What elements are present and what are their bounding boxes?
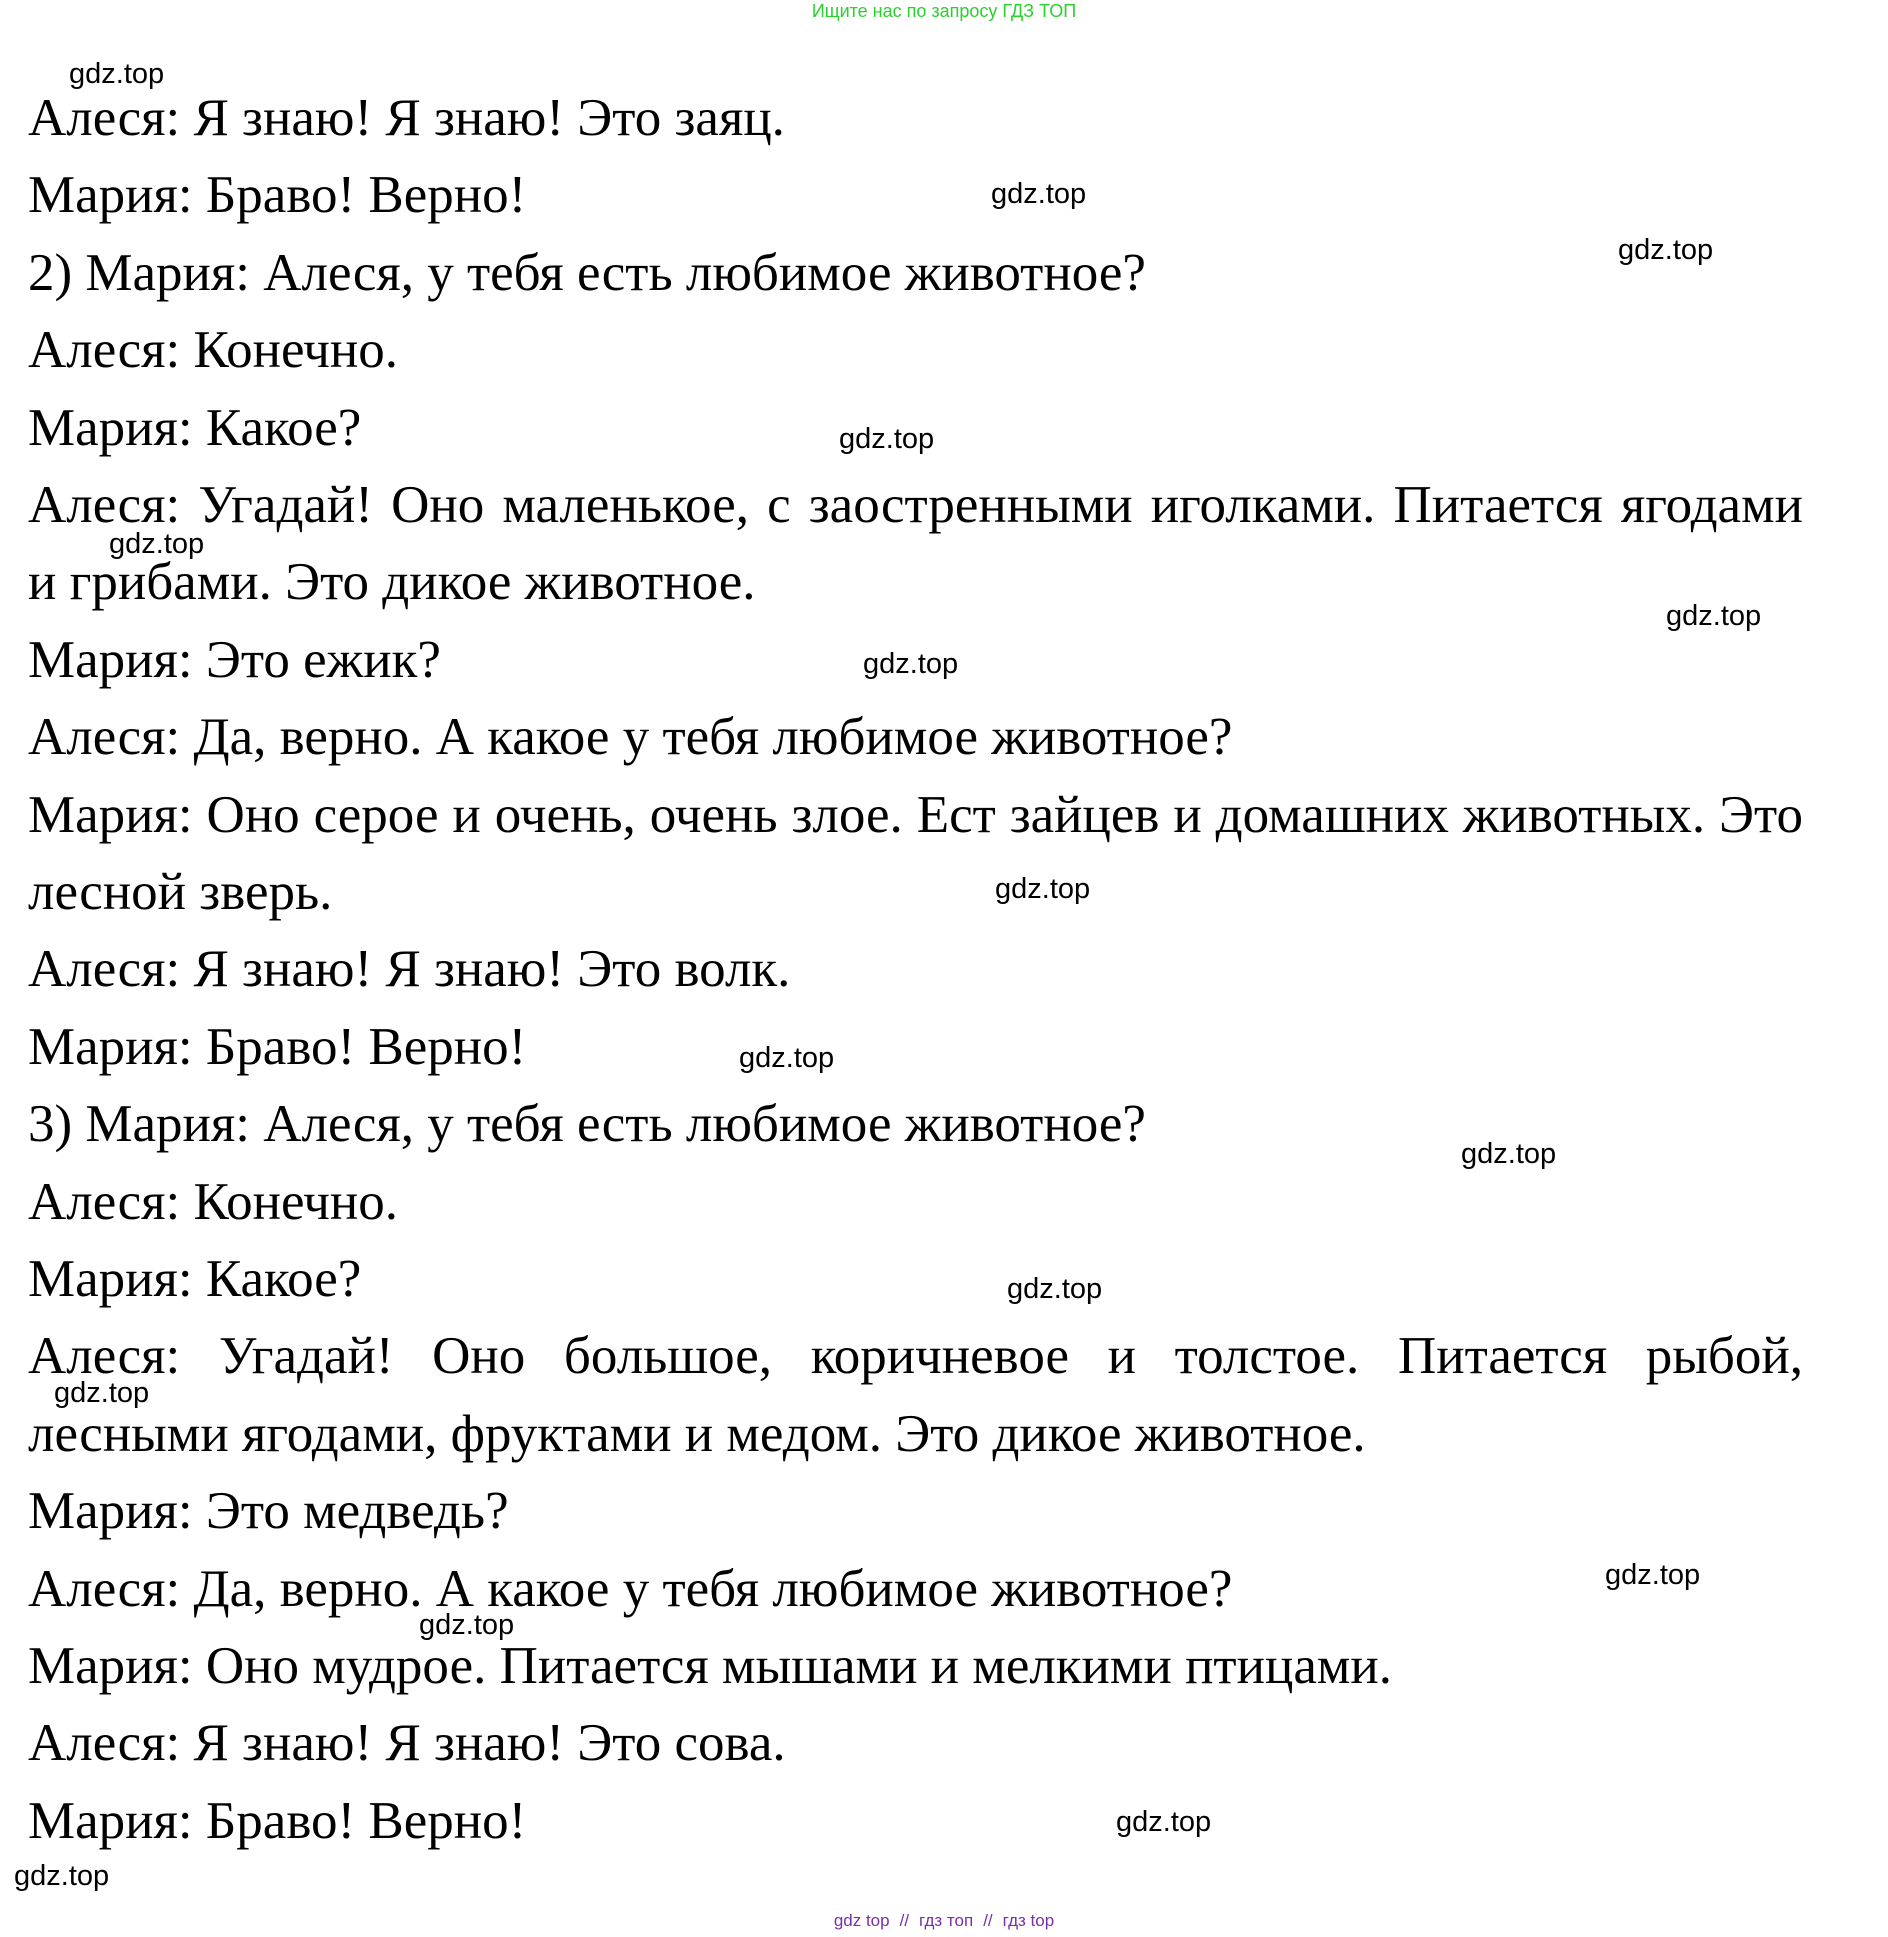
footer-text: гдз top bbox=[1002, 1911, 1055, 1930]
watermark: gdz.top bbox=[1666, 600, 1762, 632]
watermark: gdz.top bbox=[995, 873, 1091, 905]
watermark: gdz.top bbox=[1461, 1138, 1557, 1170]
dialogue-line: Алеся: Да, верно. А какое у тебя любимое животное? bbox=[28, 1559, 1233, 1618]
dialogue-text bbox=[28, 80, 1803, 1860]
dialogue-line: Мария: Браво! Верно! bbox=[28, 1017, 527, 1076]
watermark: gdz.top bbox=[54, 1377, 150, 1409]
footer-separator: // bbox=[899, 1911, 910, 1930]
dialogue-line: Алеся: Я знаю! Я знаю! Это волк. bbox=[28, 940, 791, 999]
top-banner: Ищите нас по запросу ГДЗ ТОП bbox=[811, 1, 1077, 21]
dialogue-line: Алеся: Угадай! Оно большое, коричневое и толстое. Питается рыбой, лесными ягодами, фруктами и медом. Это дикое животное. bbox=[28, 1327, 1803, 1463]
dialogue-line: Алеся: Да, верно. А какое у тебя любимое животное? bbox=[28, 708, 1233, 767]
footer-text: гдз топ bbox=[919, 1911, 974, 1930]
footer-text: gdz top bbox=[833, 1911, 890, 1930]
dialogue-line: Мария: Браво! Верно! bbox=[28, 166, 527, 225]
watermark: gdz.top bbox=[69, 58, 165, 90]
watermark: gdz.top bbox=[1116, 1806, 1212, 1838]
dialogue-line: Алеся: Я знаю! Я знаю! Это сова. bbox=[28, 1714, 786, 1773]
dialogue-line: Алеся: Угадай! Оно маленькое, с заостренными иголками. Питается ягодами и грибами. Это дикое животное. bbox=[28, 475, 1803, 612]
watermark: gdz.top bbox=[991, 178, 1087, 210]
bottom-footer bbox=[0, 1911, 1888, 1931]
dialogue-line: 2) Мария: Алеся, у тебя есть любимое животное? bbox=[28, 243, 1146, 302]
dialogue-line: 3) Мария: Алеся, у тебя есть любимое животное? bbox=[28, 1095, 1146, 1154]
watermark: gdz.top bbox=[14, 1860, 110, 1892]
watermark: gdz.top bbox=[863, 648, 959, 680]
watermark: gdz.top bbox=[1618, 234, 1714, 266]
watermark: gdz.top bbox=[419, 1609, 515, 1641]
watermark: gdz.top bbox=[1605, 1559, 1701, 1591]
dialogue-line: Мария: Какое? bbox=[28, 398, 362, 457]
dialogue-line: Мария: Это медведь? bbox=[28, 1482, 509, 1541]
dialogue-line: Алеся: Я знаю! Я знаю! Это заяц. bbox=[28, 89, 785, 147]
watermark: gdz.top bbox=[739, 1042, 835, 1074]
dialogue-line: Мария: Оно серое и очень, очень злое. Ест зайцев и домашних животных. Это лесной зверь. bbox=[28, 785, 1803, 921]
footer-separator: // bbox=[983, 1911, 993, 1930]
dialogue-line: Алеся: Конечно. bbox=[28, 321, 398, 380]
watermark: gdz.top bbox=[839, 423, 935, 455]
dialogue-line: Мария: Браво! Верно! bbox=[28, 1791, 527, 1850]
dialogue-line: Мария: Это ежик? bbox=[28, 630, 441, 689]
dialogue-line: Мария: Какое? bbox=[28, 1249, 362, 1308]
dialogue-line: Алеся: Конечно. bbox=[28, 1172, 398, 1231]
watermark: gdz.top bbox=[109, 528, 205, 560]
watermark: gdz.top bbox=[1007, 1273, 1103, 1305]
dialogue-line: Мария: Оно мудрое. Питается мышами и мелкими птицами. bbox=[28, 1636, 1392, 1695]
